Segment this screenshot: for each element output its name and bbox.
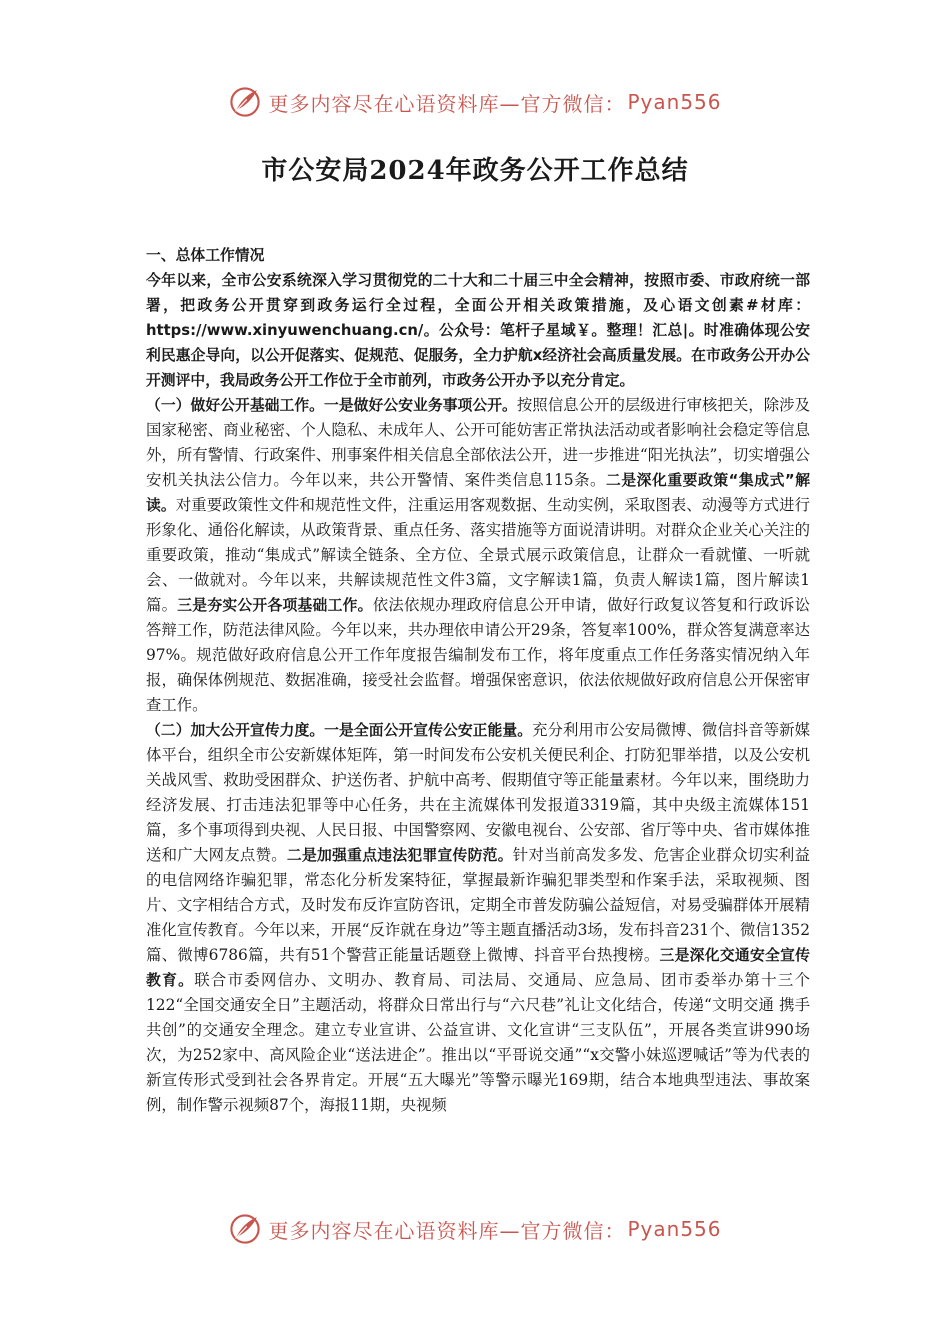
paragraph-text: 依法依规办理政府信息公开申请，做好行政复议答复和行政诉讼答辩工作，防范法律风险。今年以来，共办理依申请公开29条，答复率100%，群众答复满意率达97%。规范做好政府信息公开工作年度报告编制发布工作，将年度重点工作任务落实情况纳入年报，确保体例规范、数据准确，接受社会监督。增强保密意识，依法依规做好政府信息公开保密审查工作。 <box>146 596 810 714</box>
feather-logo-icon <box>228 1212 262 1246</box>
overview-paragraph <box>146 268 810 393</box>
paragraph-text: 联合市委网信办、文明办、教育局、司法局、交通局、应急局、团市委举办第十三个122“全国交通安全日”主题活动，将群众日常出行与“六尺巷”礼让文化结合，传递“文明交通 携手共创”的交通安全理念。建立专业宣讲、公益宣讲、文化宣讲“三支队伍”，开展各类宣讲990场次，为252家中、高风险企业“送法进企”。推出以“平哥说交通”“x交警小妹巡逻喊话”等为代表的新宣传形式受到社会各界肯定。开展“五大曝光”等警示曝光169期，结合本地典型违法、事故案例，制作警示视频87个，海报11期，央视频 <box>146 971 810 1114</box>
paragraph-text: 对重要政策性文件和规范性文件，注重运用客观数据、生动实例，采取图表、动漫等方式进行形象化、通俗化解读，从政策背景、重点任务、落实措施等方面说清讲明。对群众企业关心关注的重要政策，推动“集成式”解读全链条、全方位、全景式展示政策信息，让群众一看就懂、一听就会、一做就对。今年以来，共解读规范性文件3篇，文字解读1篇，负责人解读1篇，图片解读1篇。 <box>146 496 810 614</box>
paragraph-text: 充分利用市公安局微博、微信抖音等新媒体平台，组织全市公安新媒体矩阵，第一时间发布公安机关便民利企、打防犯罪举措，以及公安机关战风雪、救助受困群众、护送伤者、护航中高考、假期值守等正能量素材。今年以来，围绕助力经济发展、打击违法犯罪等中心任务，共在主流媒体刊发报道3319篇，其中央级主流媒体151篇，多个事项得到央视、人民日报、中国警察网、安徽电视台、公安部、省厅等中央、省市媒体推送和广大网友点赞。 <box>146 721 810 864</box>
paragraph-publicity <box>146 718 810 1118</box>
paragraph-lead: （二）加大公开宣传力度。一是全面公开宣传公安正能量。 <box>146 722 533 739</box>
watermark-wechat-id: Pyan556 <box>627 1217 722 1241</box>
paragraph-point: 三是夯实公开各项基础工作。 <box>177 597 373 614</box>
paragraph-text: 按照信息公开的层级进行审核把关，除涉及国家秘密、商业秘密、个人隐私、未成年人、公开可能妨害正常执法活动或者影响社会稳定等信息外，所有警情、行政案件、刑事案件相关信息全部依法公开，进一步推进“阳光执法”，切实增强公安机关执法公信力。今年以来，共公开警情、案件类信息115条。 <box>146 396 810 489</box>
watermark-banner-bottom <box>0 1207 950 1251</box>
paragraph-lead: （一）做好公开基础工作。一是做好公安业务事项公开。 <box>146 397 517 414</box>
document-title: 市公安局2024年政务公开工作总结 <box>261 156 689 186</box>
section-heading: 一、总体工作情况 <box>146 247 265 264</box>
paragraph-point: 二是深化重要政策“集成式”解读。 <box>146 472 810 514</box>
overview-text: 今年以来，全市公安系统深入学习贯彻党的二十大和二十届三中全会精神，按照市委、市政府统一部署，把政务公开贯穿到政务运行全过程，全面公开相关政策措施，及心语文创素#材库：https://www.xinyuwenchuang.cn/。公众号：笔杆子星域￥。整理！汇总|。时准确体现公安利民惠企导向，以公开促落实、促规范、促服务，全力护航x经济社会高质量发展。在市政务公开办公开测评中，我局政务公开工作位于全市前列，市政务公开办予以充分肯定。 <box>146 272 810 389</box>
paragraph-text: 针对当前高发多发、危害企业群众切实利益的电信网络诈骗犯罪，常态化分析发案特征，掌握最新诈骗犯罪类型和作案手法，采取视频、图片、文字相结合方式，及时发布反诈宣防咨讯，定期全市普发防骗公益短信，对易受骗群体开展精准化宣传教育。今年以来，开展“反诈就在身边”等主题直播活动3场，发布抖音231个、微信1352篇、微博6786篇，共有51个警营正能量话题登上微博、抖音平台热搜榜。 <box>146 846 810 964</box>
paragraph-point: 二是加强重点违法犯罪宣传防范。 <box>286 847 513 864</box>
feather-logo-icon <box>228 85 262 119</box>
watermark-text: 更多内容尽在心语资料库—官方微信： <box>268 1218 626 1243</box>
watermark-banner-top <box>0 80 950 124</box>
watermark-wechat-id: Pyan556 <box>627 90 722 114</box>
paragraph-point: 三是深化交通安全宣传教育。 <box>146 947 810 989</box>
paragraph-basic-work <box>146 393 810 718</box>
document-body <box>146 243 810 1118</box>
watermark-text: 更多内容尽在心语资料库—官方微信： <box>268 91 626 116</box>
